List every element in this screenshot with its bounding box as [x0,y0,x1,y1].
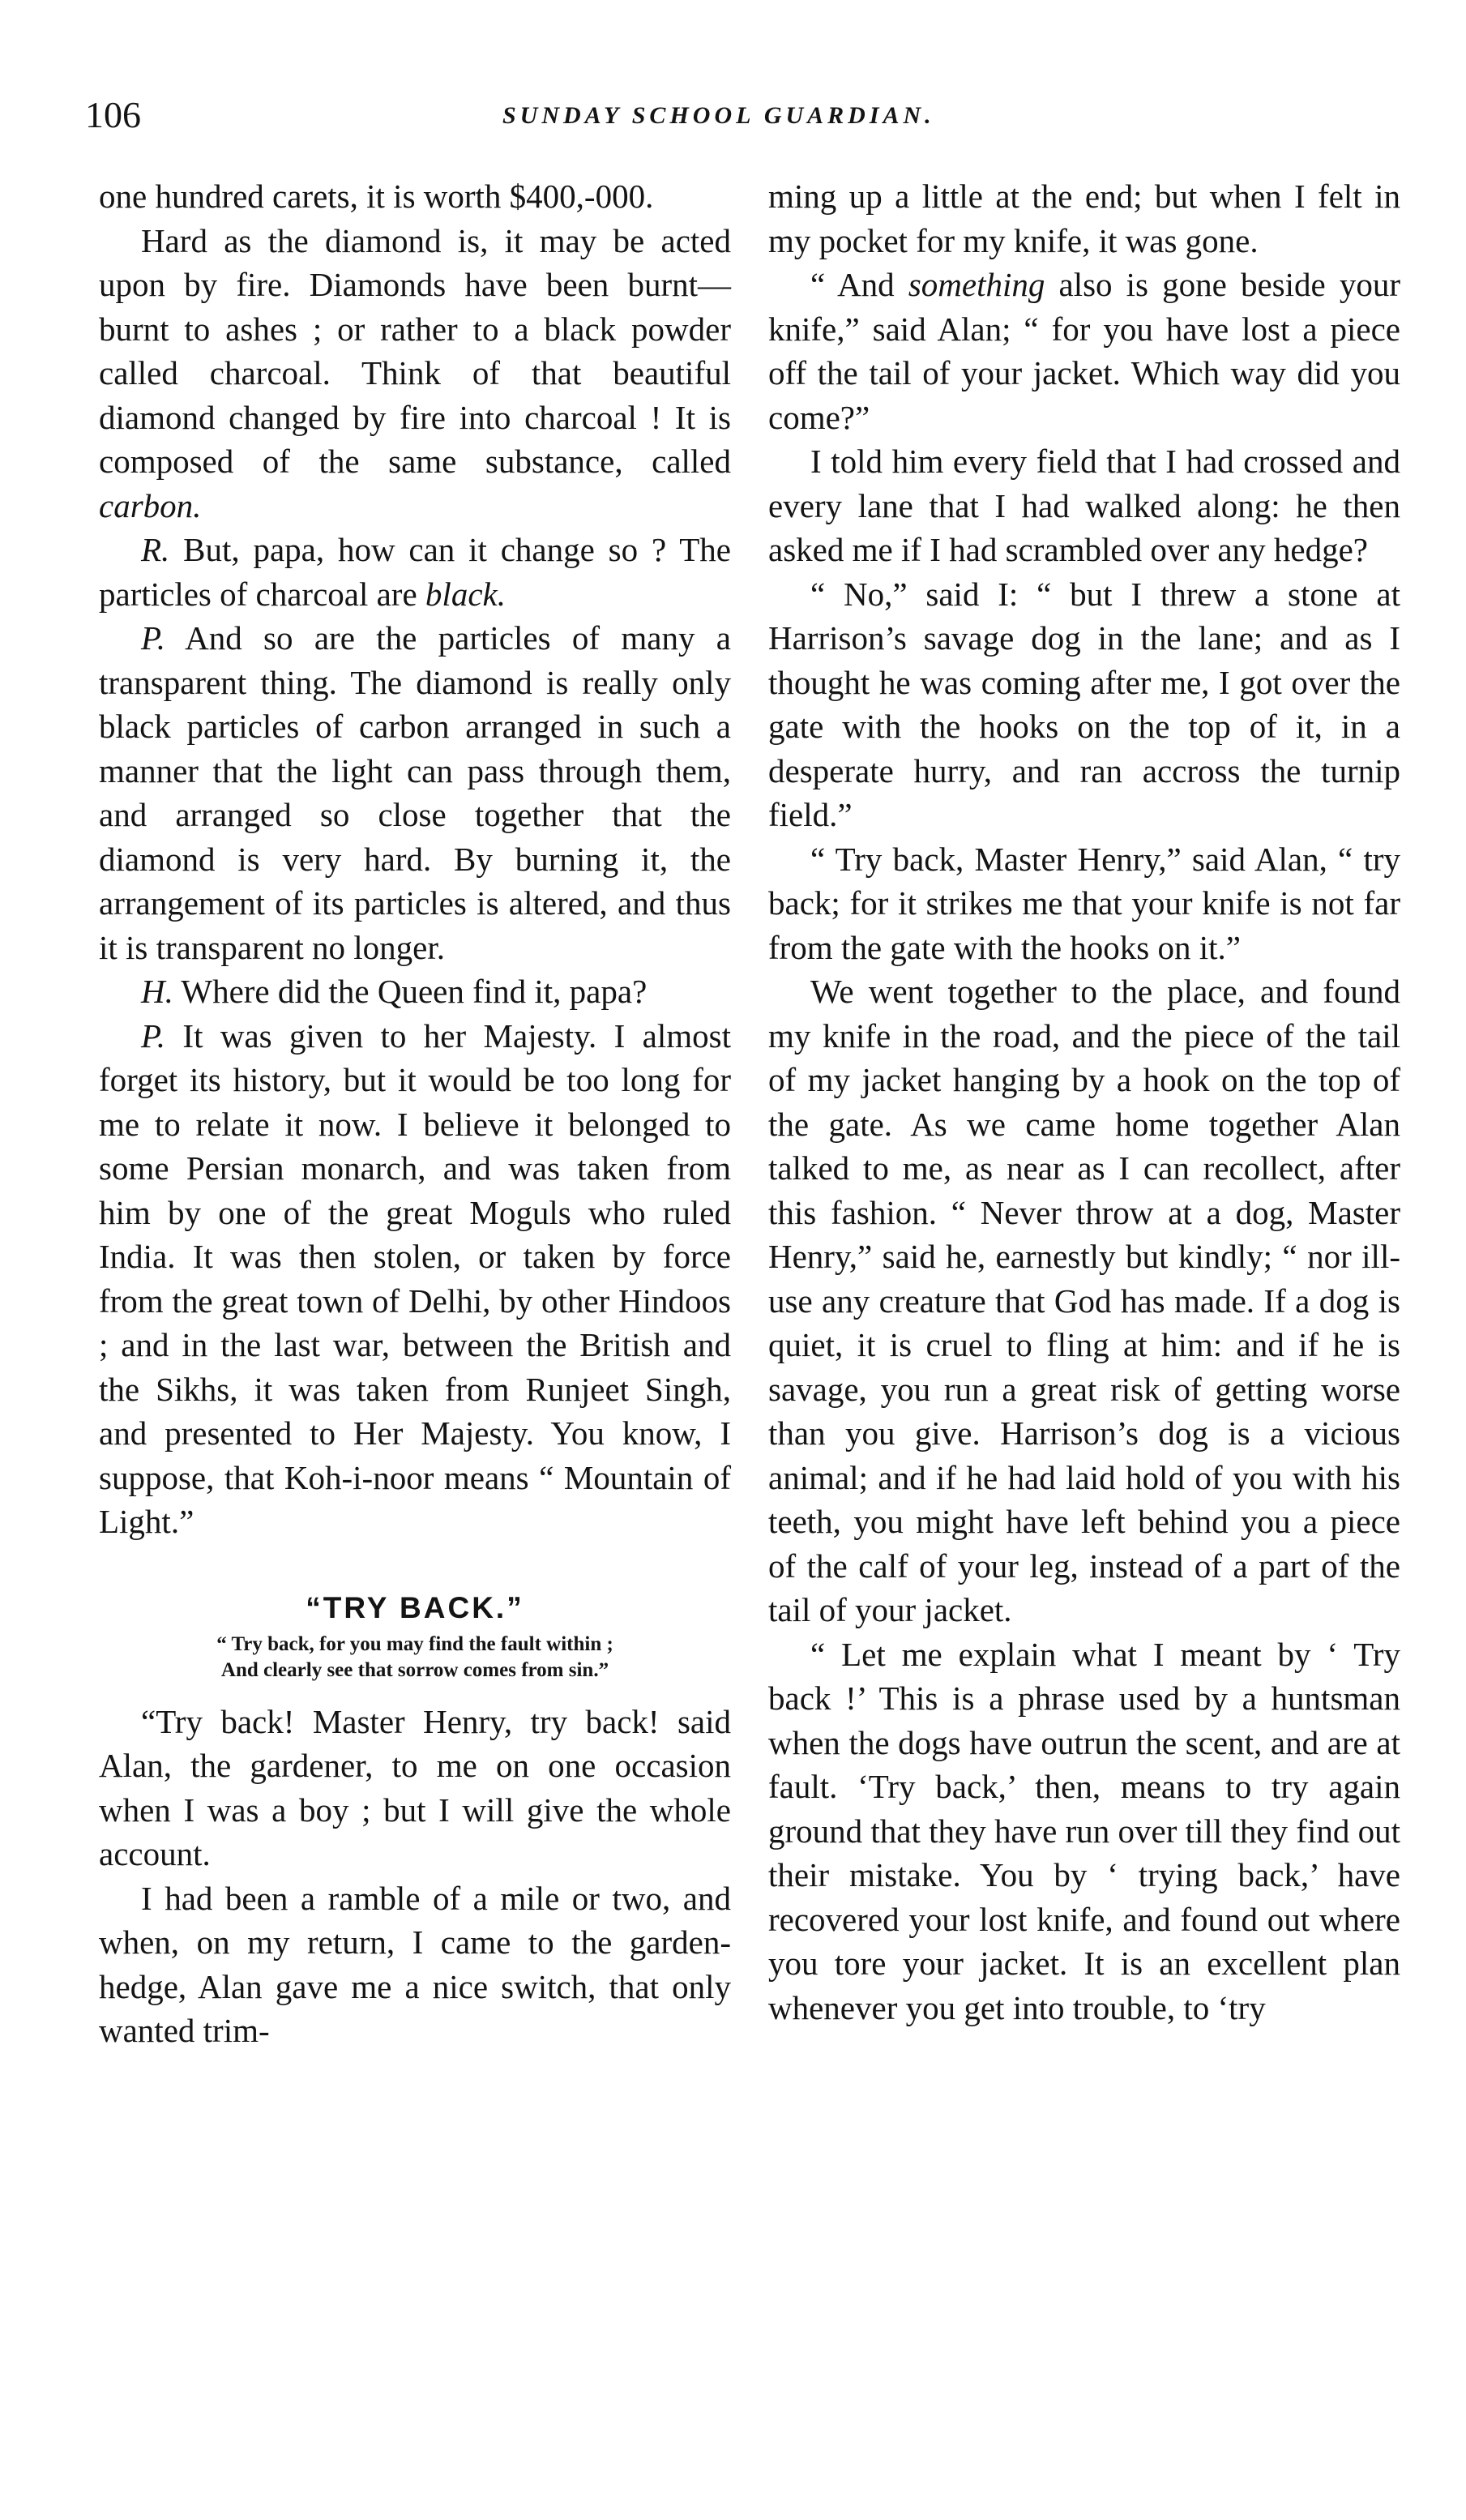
italic-word: something [908,266,1045,303]
paragraph-text: It was given to her Majesty. I almost forget its history, but it would be too long for me to relate it now. I believe it belonged to some Persian monarch, and was taken from him by one of the great Moguls who ruled India. It was then stolen, or taken by force from the great town of Delhi, by other Hindoos ; and in the last war, between the British and the Sikhs, it was taken from Runjeet Singh, and presented to Her Majesty. You know, I suppose, that Koh-i-noor means “ Mountain of Light.” [99,1016,731,1540]
paragraph [99,528,731,616]
paragraph: I told him every field that I had crossed and every lane that I had walked along: he then asked me if I had scrambled over any hedge? [768,443,1400,568]
paragraph: “ Let me explain what I meant by ‘ Try back !’ This is a phrase used by a huntsman when the dogs have outrun the scent, and are at fault. ‘Try back,’ then, means to try again ground that they have run over till they find out their mistake. You by ‘ trying back,’ have recovered your lost knife, and found out where you tore your jacket. It is an excellent plan whenever you get into trouble, to ‘try [768,1635,1400,2026]
paragraph: “Try back! Master Henry, try back! said Alan, the gardener, to me on one occasion when I was a boy ; but I will give the whole account. [99,1702,731,1872]
paragraph [99,1014,731,1544]
page-header [85,91,1382,139]
epigraph [99,1632,731,1684]
paragraph: “ No,” said I: “ but I threw a stone at Harrison’s savage dog in the lane; and as I thought he was coming after me, I got over the gate with the hooks on the top of it, in a desperate hurry, and ran accross the turnip field.” [768,575,1400,833]
paragraph: We went together to the place, and found my knife in the road, and the piece of the tail of my jacket hanging by a hook on the top of the gate. As we came home together Alan talked to me, as near as I can recollect, after this fashion. “ Never throw at a dog, Master Henry,” said he, earnestly but kindly; “ nor ill-use any creature that God has made. If a dog is quiet, it is cruel to fling at him: and if he is savage, you run a great risk of getting worse than you give. Harrison’s dog is a vicious animal; and if he had laid hold of you with his teeth, you might have left behind you a piece of the calf of your leg, instead of a part of the tail of your jacket. [768,973,1400,1628]
paragraph: one hundred carets, it is worth $400,-000. [99,178,654,215]
epigraph-line: And clearly see that sorrow comes from sin.” [220,1658,609,1681]
section-title: “TRY BACK.” [306,1590,524,1624]
right-column [768,174,1400,2030]
paragraph [99,616,731,969]
running-title: SUNDAY SCHOOL GUARDIAN. [502,102,935,129]
page-number: 106 [85,94,141,135]
paragraph-text: also is gone beside your knife,” said Alan; “ for you have lost a piece off the tail of your jacket. Which way did you come?” [768,266,1401,436]
paragraph [99,219,731,528]
paragraph-text: “ And [810,266,908,303]
italic-word: carbon. [99,486,202,524]
paragraph: I had been a ramble of a mile or two, and when, on my return, I came to the garden-hedge, Alan gave me a nice switch, that only wanted trim- [99,1879,731,2049]
epigraph-line: “ Try back, for you may find the fault within ; [216,1632,613,1655]
paragraph-text: And so are the particles of many a transparent thing. The diamond is really only black particles of carbon arranged in such a manner that the light can pass through them, and arranged so close together that the diamond is very hard. By burning it, the arrangement of its particles is altered, and thus it is transparent no longer. [99,619,731,966]
paragraph: ming up a little at the end; but when I felt in my pocket for my knife, it was gone. [768,178,1400,259]
paragraph [768,263,1400,439]
italic-word: black. [425,575,506,613]
paragraph: “ Try back, Master Henry,” said Alan, “ try back; for it strikes me that your knife is not far from the gate with the hooks on it.” [768,840,1400,966]
left-column [99,174,731,2053]
speaker-label: P. [141,619,166,657]
speaker-label: H. [141,973,173,1010]
speaker-label: R. [141,531,170,568]
speaker-label: P. [141,1016,166,1055]
paragraph-text: But, papa, how can it change so ? The particles of charcoal are [99,531,731,613]
paragraph-text: Where did the Queen find it, papa? [173,973,648,1010]
paragraph [99,969,731,1014]
paragraph-text: Hard as the diamond is, it may be acted upon by fire. Diamonds have been burnt—burnt to ashes ; or rather to a black powder called charcoal. Think of that beautiful diamond changed by fire into charcoal ! It is composed of the same substance, called [99,221,731,480]
